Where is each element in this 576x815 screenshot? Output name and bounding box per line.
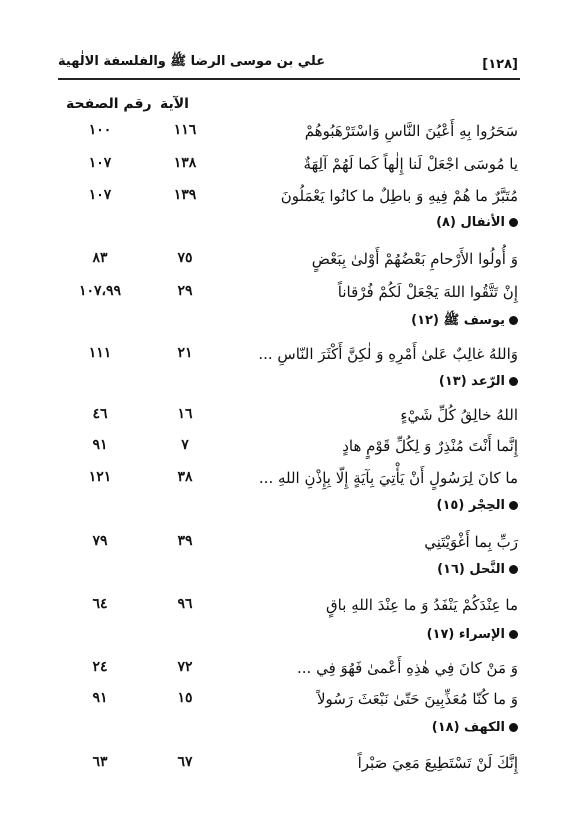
surah-heading: [436, 215, 518, 230]
verse-number: ١١٦: [173, 122, 197, 138]
bullet-icon: [509, 630, 518, 639]
header-divider: [58, 78, 520, 80]
index-row: [0, 437, 576, 465]
index-row: [0, 406, 576, 434]
verse-text: اللهُ خالِقُ كُلِّ شَيْءٍ: [400, 406, 518, 424]
index-row: [0, 659, 576, 687]
index-row: [0, 754, 576, 782]
page-number: ٨٣: [92, 250, 108, 266]
verse-number: ٣٩: [177, 533, 193, 549]
bullet-icon: [509, 377, 518, 386]
surah-title: الإسراء (١٧): [426, 627, 505, 642]
page-number: ١٠٧،٩٩: [78, 283, 122, 299]
index-row: [0, 533, 576, 561]
verse-number: ٩٦: [177, 596, 193, 612]
page-column-header: رقم الصفحة: [66, 96, 152, 112]
index-row: [0, 250, 576, 278]
verse-text: إِنَّكَ لَنْ تَسْتَطِيعَ مَعِيَ صَبْراً: [357, 754, 518, 772]
page-number: ١٠٧: [88, 155, 112, 171]
verse-number: ٧٥: [177, 250, 193, 266]
verse-text: ما كانَ لِرَسُولٍ أَنْ يَأْتِيَ بِآيَةٍ إِلّا بِإِذْنِ اللهِ ...: [258, 469, 518, 487]
page-header: [58, 46, 518, 72]
page-number: ٢٤: [92, 659, 108, 675]
page-number: ١٢١: [88, 469, 112, 485]
page-number: ٤٦: [92, 406, 108, 422]
verse-number: ٣٨: [177, 469, 193, 485]
verse-number: ٧٢: [177, 659, 193, 675]
surah-heading: [439, 374, 518, 389]
surah-heading: [427, 627, 518, 642]
bullet-icon: [509, 501, 518, 510]
verse-number: ٢٩: [177, 283, 193, 299]
verse-number: ١٣٩: [173, 187, 197, 203]
verse-number: ١٣٨: [173, 155, 197, 171]
verse-text: وَاللهُ غالِبٌ عَلىٰ أَمْرِهِ وَ لٰكِنَّ أَكْثَرَ النّاسِ ...: [258, 345, 518, 363]
verse-number: ٢١: [177, 345, 193, 361]
surah-title: الكهف (١٨): [431, 720, 505, 735]
surah-heading: [437, 562, 518, 577]
verse-text: وَ أُولُوا الأَرْحامِ بَعْضُهُمْ أَوْلىٰ بِبَعْضٍ: [311, 250, 518, 268]
index-row: [0, 155, 576, 183]
index-row: [0, 596, 576, 624]
index-row: [0, 283, 576, 311]
page-number: ٦٣: [92, 754, 108, 770]
page-number: ٩١: [92, 690, 108, 706]
surah-title: النَّحل (١٦): [437, 562, 505, 577]
bullet-icon: [509, 565, 518, 574]
index-row: [0, 187, 576, 215]
verse-text: وَ مَنْ كانَ فِي هٰذِهِ أَعْمىٰ فَهُوَ فِي ...: [297, 659, 518, 677]
verse-text: ما عِنْدَكُمْ يَنْفَدُ وَ ما عِنْدَ اللهِ باقٍ: [326, 596, 518, 614]
verse-number: ١٦: [177, 406, 193, 422]
page-number: ٦٤: [92, 596, 108, 612]
page-number: ٩١: [92, 437, 108, 453]
index-row: [0, 122, 576, 150]
verse-text: مُتَبَّرٌ ما هُمْ فِيهِ وَ باطِلٌ ما كانُوا يَعْمَلُونَ: [280, 187, 518, 205]
bullet-icon: [509, 218, 518, 227]
verse-text: إِنْ تَتَّقُوا اللهَ يَجْعَلْ لَكُمْ فُرْقاناً: [337, 283, 518, 301]
index-row: [0, 690, 576, 718]
surah-title: الرّعد (١٣): [438, 374, 505, 389]
page-number: ٧٩: [92, 533, 108, 549]
verse-number: ٦٧: [177, 754, 193, 770]
index-row: [0, 469, 576, 497]
verse-text: إِنَّما أَنْتَ مُنْذِرٌ وَ لِكُلِّ قَوْمٍ هادٍ: [342, 437, 518, 455]
verse-text: سَحَرُوا بِهِ أَعْيُنَ النَّاسِ وَاسْتَرْهَبُوهُمْ: [304, 122, 518, 140]
header-title: علي بن موسى الرضا ﷺ والفلسفة الالٰهية: [58, 54, 326, 69]
page-number: ١٠٠: [88, 122, 112, 138]
surah-heading: [432, 720, 518, 735]
surah-title: الحِجْر (١٥): [436, 498, 505, 513]
header-page-number: [١٢٨]: [482, 57, 518, 72]
verse-number: ١٥: [177, 690, 193, 706]
page-number: ١٠٧: [88, 187, 112, 203]
verse-text: وَ ما كُنّا مُعَذِّبِينَ حَتّىٰ نَبْعَثَ رَسُولاً: [316, 690, 518, 708]
surah-heading: [411, 312, 518, 331]
bullet-icon: [509, 723, 518, 732]
verse-text: رَبِّ بِما أَغْوَيْتَنِي: [424, 533, 518, 551]
surah-title: الأنفال (٨): [436, 215, 505, 230]
bullet-icon: [509, 316, 518, 325]
surah-heading: [437, 498, 518, 513]
verse-number: ٧: [181, 437, 189, 453]
verse-text: يا مُوسَى اجْعَلْ لَنا إِلٰهاً كَما لَهُمْ آلِهَةٌ: [303, 155, 518, 173]
surah-title: يوسف ﷺ (١٢): [411, 313, 505, 328]
page-number: ١١١: [88, 345, 112, 361]
index-row: [0, 345, 576, 373]
verse-column-header: الآية: [160, 96, 189, 112]
